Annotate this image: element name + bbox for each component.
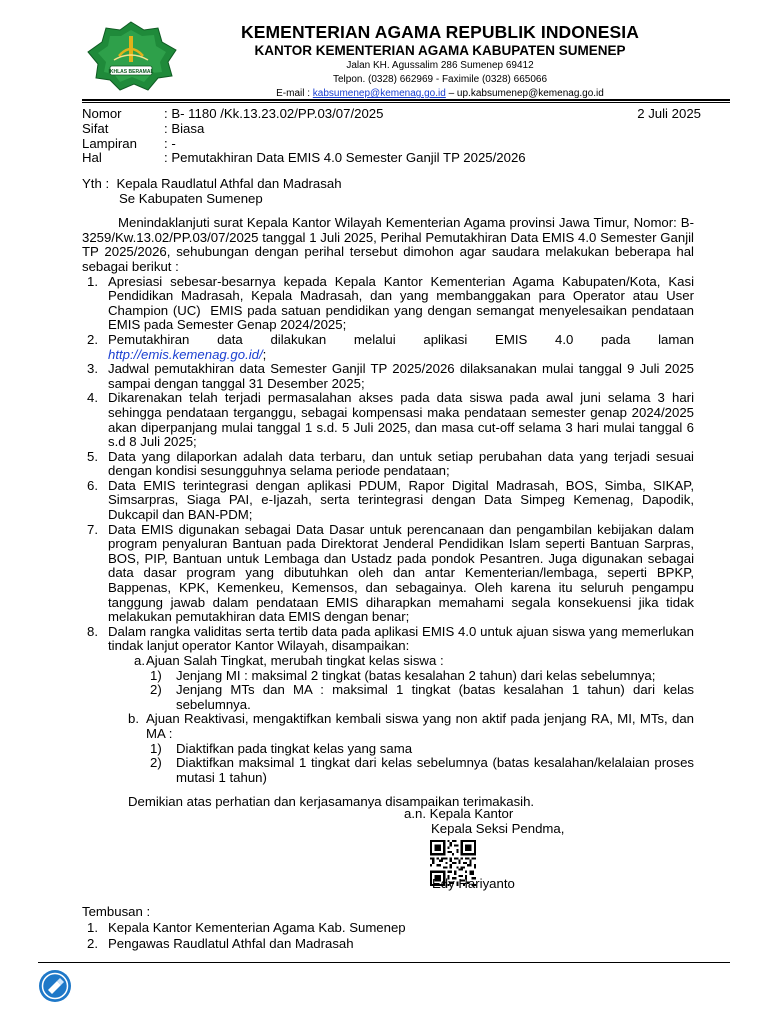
meta-hal: [82, 151, 526, 166]
sign-line-2: Kepala Seksi Pendma,: [431, 821, 565, 836]
cc-marker: 2.: [87, 936, 98, 951]
office-phone: Telpon. (0328) 662969 - Faximile (0328) 665066: [332, 74, 548, 85]
header-rule-thick: [82, 99, 730, 101]
letterhead: [190, 22, 690, 101]
hal-value: : Pemutakhiran Data EMIS 4.0 Semester Ganjil TP 2025/2026: [164, 150, 526, 165]
item-number: 3.: [87, 361, 98, 377]
sub-point: [134, 756, 694, 785]
point-text: Diaktifkan maksimal 1 tingkat dari kelas sebelumnya (batas kesalahan/kelalaian proses mutasi 1 tahun): [176, 755, 694, 785]
closing-sentence: Demikian atas perhatian dan kerjasamanya disampaikan terimakasih.: [128, 794, 535, 810]
recipient: [82, 177, 694, 206]
cc-item: [82, 920, 406, 936]
point-text: Jenjang MI : maksimal 2 tingkat (batas kesalahan 2 tahun) dari kelas sebelumnya;: [176, 667, 656, 683]
item-text: Data EMIS terintegrasi dengan aplikasi PDUM, Rapor Digital Madrasah, BOS, Simba, SIKAP, Simsarpras, Siaga PAI, e-Ijazah, serta terintegrasi dengan Data Simpeg Kemenag, Dapodik, Dukcapil dan BAN-PDM;: [108, 477, 694, 523]
signatory-name: Edy Hariyanto: [432, 876, 515, 891]
sub-marker: b.: [128, 711, 139, 727]
footer-rule: [38, 962, 730, 963]
lampiran-value: : -: [164, 136, 176, 151]
sub-list-a: [108, 654, 694, 712]
sub-title: Ajuan Reaktivasi, mengaktifkan kembali siswa yang non aktif pada jenjang RA, MI, MTs, dan MA :: [146, 711, 694, 741]
item-text: Data EMIS digunakan sebagai Data Dasar untuk perencanaan dan pengambilan kebijakan dalam program penyaluran Bantuan pada Direktorat Jenderal Pendidikan Islam seperti Bantuan Sarpras, BOS, PIP, Bantuan untuk Lembaga dan Ustadz pada pondok Pesantren. Juga digunakan sebagai data dasar program yang dibutuhkan oleh dan antar Kementerian/lembaga, seperti BPKP, Bappenas, KPK, Kemenkeu, Kemensos, dan sebagainya. Oleh karena itu seluruh pengampu tanggung jawab dalam pendataan EMIS diharapkan memahami segala konsekuensi jika tidak melakukan pemutakhiran data EMIS dengan benar;: [108, 521, 694, 625]
meta-sifat: [82, 122, 204, 137]
item-number: 5.: [87, 448, 98, 464]
sub-list-b: [108, 712, 694, 785]
item-text: Jadwal pemutakhiran data Semester Ganjil TP 2025/2026 dilaksanakan mulai tanggal 9 Juli 2025 sampai dengan tanggal 31 Desember 2025;: [108, 361, 694, 391]
signature-block: [404, 806, 564, 836]
sub-marker: a.: [134, 653, 145, 668]
list-item: [82, 625, 694, 786]
sifat-label: Sifat: [82, 121, 109, 136]
header-rule-thin: [82, 102, 730, 103]
cc-block: [82, 904, 406, 952]
point-marker: 2): [150, 682, 162, 698]
email-link[interactable]: kabsumenep@kemenag.go.id: [312, 88, 446, 99]
item-number: 2.: [87, 331, 98, 347]
lampiran-label: Lampiran: [82, 136, 137, 151]
item-text: Apresiasi sebesar-besarnya kepada Kepala Kantor Kementerian Agama Kabupaten/Kota, Kasi Pendidikan Madrasah, Kepala Madrasah, dan yang membanggakan para Operator atau User Champion (UC) EMIS pada satuan pendidikan yang dengan semangat menyelesaikan pendataan EMIS pada Semester Genap 2024/2025;: [108, 273, 698, 333]
office-title: KANTOR KEMENTERIAN AGAMA KABUPATEN SUMENEP: [254, 43, 626, 58]
point-marker: 1): [150, 667, 162, 683]
item-number: 6.: [87, 477, 98, 493]
meta-nomor: [82, 107, 383, 122]
item-text: Data yang dilaporkan adalah data terbaru, dan untuk setiap perubahan data yang terjadi sesuai dengan kondisi sesungguhnya selama periode pendataan;: [108, 448, 694, 479]
item-text: Pemutakhiran data dilakukan melalui aplikasi EMIS 4.0 pada laman: [108, 331, 694, 347]
letter-meta: [82, 106, 701, 167]
item-number: 7.: [87, 521, 98, 537]
intro-paragraph: Menindaklanjuti surat Kepala Kantor Wilayah Kementerian Agama provinsi Jawa Timur, Nomor: B-3259/Kw.13.02/PP.03/07/2025 tanggal 1 Juli 2025, Perihal Pemutakhiran Data EMIS 4.0 Semester Ganjil TP 2025/2026, sehubungan dengan perihal tersebut dimohon agar saudara melakukan beberapa hal sebagai berikut :: [82, 215, 694, 274]
point-text: Diaktifkan pada tingkat kelas yang sama: [176, 740, 413, 756]
item-number: 4.: [87, 390, 98, 406]
point-marker: 1): [150, 740, 162, 756]
item-number: 8.: [87, 623, 98, 639]
emis-link[interactable]: http://emis.kemenag.go.id/: [108, 346, 263, 362]
point-marker: 2): [150, 755, 162, 771]
cc-text: Pengawas Raudlatul Athfal dan Madrasah: [108, 936, 354, 951]
cc-marker: 1.: [87, 920, 98, 935]
sub-heading-a: [134, 654, 694, 669]
point-text: Jenjang MTs dan MA : maksimal 1 tingkat (batas kesalahan 1 tahun) dari kelas sebelumnya.: [176, 682, 694, 712]
item-number: 1.: [87, 273, 98, 289]
item-text: Dikarenakan telah terjadi permasalahan akses pada data siswa pada awal juni selama 3 hari sehingga pendataan terganggu, sebagai kompensasi maka pendataan semester genap 2024/2025 akan diperpanjang mulai tanggal 1 s.d. 5 Juli 2025, dan masa cut-off selama 3 hari mulai tanggal 6 s.d 8 Juli 2025;: [108, 390, 694, 450]
svg-text:IKHLAS BERAMAL: IKHLAS BERAMAL: [108, 69, 154, 75]
list-item: [82, 273, 698, 333]
sifat-value: : Biasa: [164, 121, 205, 136]
nomor-label: Nomor: [82, 106, 122, 121]
sub-title: Ajuan Salah Tingkat, merubah tingkat kelas siswa :: [146, 653, 444, 668]
cc-item: [82, 936, 406, 952]
list-item: [82, 450, 694, 479]
letter-body: [82, 106, 701, 810]
item-text-after: ;: [262, 346, 267, 362]
cc-text: Kepala Kantor Kementerian Agama Kab. Sumenep: [108, 920, 406, 935]
list-item: [82, 479, 694, 523]
office-address: Jalan KH. Agussalim 286 Sumenep 69412: [346, 60, 534, 71]
email-suffix: – up.kabsumenep@kemenag.go.id: [445, 88, 604, 99]
recipient-line-1: Yth : Kepala Raudlatul Athfal dan Madrasah: [82, 176, 342, 191]
list-item: [82, 391, 694, 449]
hal-label: Hal: [82, 150, 102, 165]
sign-line-1: a.n. Kepala Kantor: [404, 806, 514, 821]
list-item: [82, 523, 694, 625]
ministry-title: KEMENTERIAN AGAMA REPUBLIK INDONESIA: [240, 22, 639, 42]
letter-date: 2 Juli 2025: [637, 106, 701, 121]
nomor-value: : B- 1180 /Kk.13.23.02/PP.03/07/2025: [164, 106, 384, 121]
recipient-line-2: Se Kabupaten Sumenep: [119, 190, 263, 206]
sub-point: [134, 669, 694, 684]
item-text: Dalam rangka validitas serta tertib data pada aplikasi EMIS 4.0 untuk ajuan siswa yang memerlukan tindak lanjut operator Kantor Wilayah, disampaikan:: [108, 623, 694, 654]
sub-heading-b: [128, 712, 694, 741]
cc-title: Tembusan :: [82, 904, 151, 919]
sub-point: [134, 742, 694, 757]
list-item: [82, 362, 694, 391]
email-prefix: E-mail :: [276, 88, 313, 99]
sub-point: [134, 683, 694, 712]
instruction-list: [82, 273, 698, 786]
kemenag-logo: [84, 20, 179, 92]
list-item: [82, 333, 694, 362]
certificate-badge-icon: [38, 969, 72, 1003]
